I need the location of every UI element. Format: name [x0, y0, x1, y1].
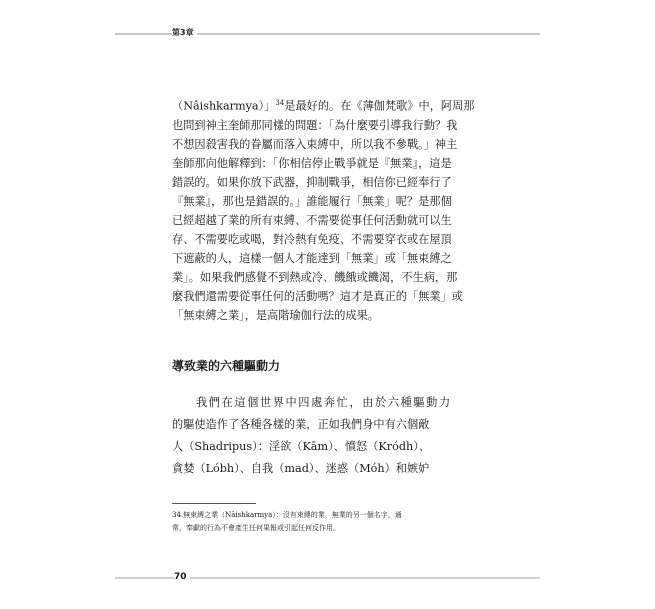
- section-heading: 導致業的六種驅動力: [172, 359, 281, 373]
- body-paragraph-2: [172, 392, 472, 480]
- text-line: 「無束縛之業」，是高階瑜伽行法的成果。: [172, 308, 379, 322]
- text-line: 我們在這個世界中四處奔忙，由於六種驅動力: [196, 396, 452, 409]
- page-number: 70: [174, 572, 190, 582]
- text-line: （Nâishkarmya）」$^{34}$是最好的。在《薄伽梵歌》中，阿周那: [172, 99, 475, 113]
- chapter-label: 第3章: [172, 27, 197, 38]
- footnote: [172, 509, 472, 535]
- text-line: 錯誤的。如果你放下武器，抑制戰爭，相信你已經奉行了: [172, 175, 452, 189]
- footnote-line: 34.無束縛之業（Nâishkarmya）：沒有束縛的業，無業的另一個名字，通: [172, 511, 402, 519]
- text-line: 『無業』，那也是錯誤的。」誰能履行「無業」呢？是那個: [172, 194, 452, 208]
- text-line: 的驅使造作了各種各樣的業，正如我們身中有六個敵: [172, 418, 430, 431]
- body-paragraph: [172, 94, 475, 325]
- text-line: 業」。如果我們感覺不到熱或冷、饑餓或饑渴，不生病，那: [172, 270, 458, 284]
- footnote-rule: [172, 503, 256, 504]
- text-line: 人（Shadripus）：淫欲（Kām）、憤怒（Kródh）、: [172, 440, 431, 453]
- text-line: 下遮蔽的人，這樣一個人才能達到「無業」或「無束縛之: [172, 251, 452, 265]
- text-line: 不想因殺害我的眷屬而落入束縛中，所以我不參戰。」神主: [172, 137, 458, 151]
- footnote-line: 常，奉獻的行為不會產生任何果報或引起任何反作用。: [172, 524, 340, 532]
- footnote-ref: 34: [275, 99, 285, 107]
- text-line: 貪婪（Lóbh）、自我（mad）、迷惑（Móh）和嫉妒: [172, 462, 430, 475]
- text-line: 麼我們還需要從事任何的活動嗎？這才是真正的「無業」或: [172, 289, 463, 303]
- text-line: 奎師那向他解釋到：「你相信停止戰爭就是『無業』，這是: [172, 156, 452, 170]
- text-line: 存、不需要吃或喝，對冷熱有免疫、不需要穿衣或在屋頂: [172, 232, 452, 246]
- text-line: 已經超越了業的所有束縛、不需要從事任何活動就可以生: [172, 213, 452, 227]
- text-line: 也問到神主奎師那同樣的問題：「為什麼要引導我行動？我: [172, 118, 458, 132]
